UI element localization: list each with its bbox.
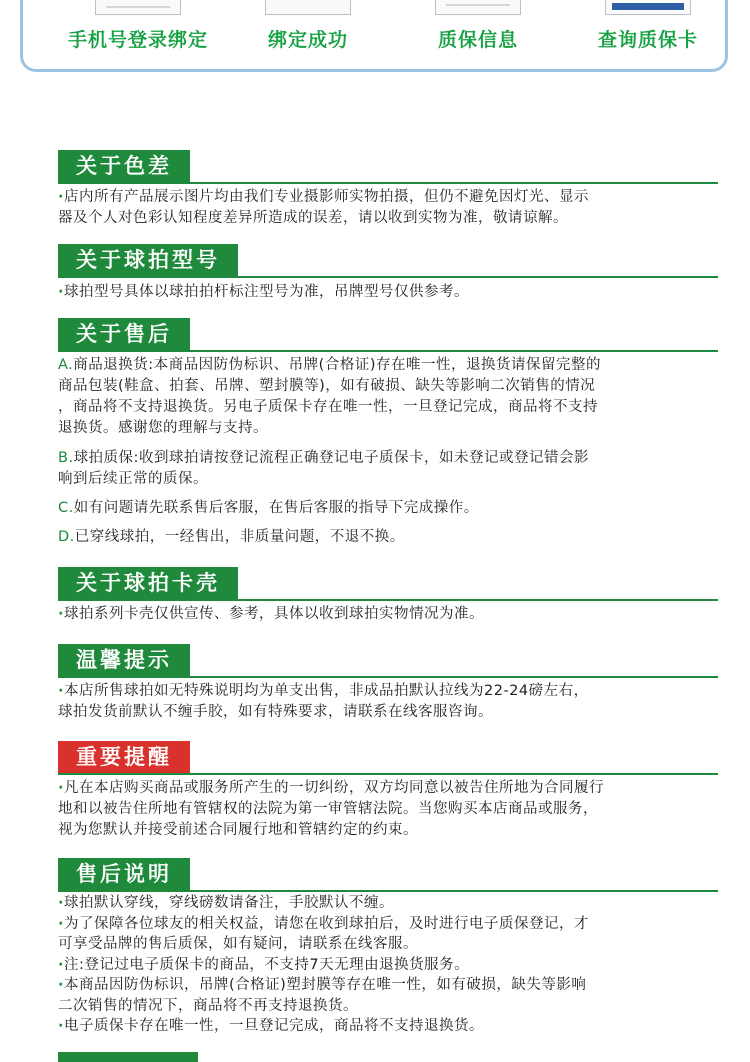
list-item: ·本商品因防伪标识，吊牌(合格证)塑封膜等存在唯一性，如有破损，缺失等影响 二次销售的情况下，商品将不再支持退换货。 [58,977,587,1014]
shell-text: ·球拍系列卡壳仅供宣传、参考，具体以收到球拍实物情况为准。 [58,606,485,622]
after-sales-item-d: D.已穿线球拍，一经售出，非质量问题，不退不换。 [58,529,405,545]
list-item: ·注:登记过电子质保卡的商品，不支持7天无理由退换货服务。 [58,956,470,973]
step-bind-success [223,0,393,52]
model-text: ·球拍型号具体以球拍拍杆标注型号为准，吊牌型号仅供参考。 [58,284,470,300]
step-thumbnail [605,0,691,15]
step-thumbnail [435,0,521,15]
step-label: 手机号登录绑定 [67,29,208,51]
step-label: 查询质保卡 [597,29,698,51]
section-divider [58,890,718,892]
registration-steps-panel [20,0,728,72]
step-label: 绑定成功 [267,29,348,51]
section-title-color: 关于色差 [58,150,190,182]
after-sales-item-c: C.如有问题请先联系售后客服，在售后客服的指导下完成操作。 [58,500,479,516]
step-query-card [563,0,733,52]
section-title-shell: 关于球拍卡壳 [58,567,238,599]
step-warranty-info [393,0,563,52]
section-divider [58,599,718,601]
next-section-tab [58,1052,198,1062]
section-divider [58,182,718,184]
section-divider [58,773,718,775]
step-label: 质保信息 [437,29,518,51]
step-phone-login [53,0,223,52]
section-divider [58,276,718,278]
after-sales-item-b: B.球拍质保:收到球拍请按登记流程正确登记电子质保卡，如未登记或登记错会影 响到后续正常的质保。 [58,450,589,487]
list-item: ·电子质保卡存在唯一性，一旦登记完成，商品将不支持退换货。 [58,1018,485,1034]
section-title-tips: 温馨提示 [58,644,190,676]
section-title-important: 重要提醒 [58,741,190,773]
section-title-after-sales: 关于售后 [58,318,190,350]
list-item: ·球拍默认穿线，穿线磅数请备注，手胶默认不缠。 [58,895,395,911]
color-text: ·店内所有产品展示图片均由我们专业摄影师实物拍摄，但仍不避免因灯光、显示 器及个人对色彩认知程度差异所造成的误差，请以收到实物为准，敬请谅解。 [58,189,590,226]
after-sales-item-a: A.商品退换货:本商品因防伪标识、吊牌(合格证)存在唯一性，退换货请保留完整的 商品包装(鞋盒、拍套、吊牌、塑封膜等)，如有破损、缺失等影响二次销售的情况 ，商品将不支持退换货。另电子质保卡存在唯一性，一旦登记完成，商品将不支持 退换货。感谢您的理解与支持。 [58,357,601,436]
tips-text: ·本店所售球拍如无特殊说明均为单支出售，非成品拍默认拉线为22-24磅左右， 球拍发货前默认不缠手胶，如有特殊要求，请联系在线客服咨询。 [58,683,589,720]
notes-list [58,893,718,1037]
section-divider [58,676,718,678]
step-thumbnail [95,0,181,15]
section-title-notes: 售后说明 [58,858,190,890]
section-divider [58,350,718,352]
step-thumbnail [265,0,351,15]
section-title-model: 关于球拍型号 [58,244,238,276]
important-text: ·凡在本店购买商品或服务所产生的一切纠纷，双方均同意以被告住所地为合同履行 地和以被告住所地有管辖权的法院为第一审管辖法院。当您购买本店商品或服务， 视为您默认并接受前述合同履行地和管辖约定的约束。 [58,780,605,838]
list-item: ·为了保障各位球友的相关权益，请您在收到球拍后，及时进行电子质保登记，才 可享受品牌的售后质保，如有疑问，请联系在线客服。 [58,915,590,952]
